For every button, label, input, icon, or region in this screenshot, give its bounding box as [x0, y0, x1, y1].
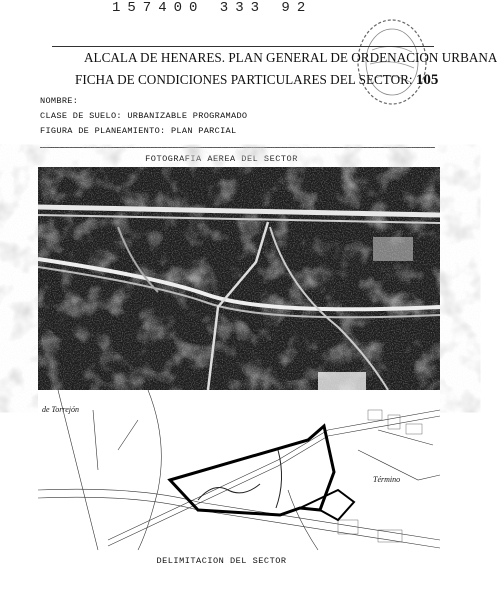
field-figura-planeamiento: FIGURA DE PLANEAMIENTO: PLAN PARCIAL — [40, 126, 237, 136]
document-title-line2 — [75, 72, 438, 89]
map-label-termino: Término — [373, 475, 401, 484]
sector-delimitation-map — [38, 390, 440, 550]
field-nombre: NOMBRE: — [40, 96, 79, 106]
document-title-line1: ALCALA DE HENARES. PLAN GENERAL DE ORDENACION URBANA — [84, 50, 497, 65]
sector-number: 105 — [415, 72, 439, 88]
map-caption: DELIMITACION DEL SECTOR — [156, 556, 287, 566]
field-clase-suelo: CLASE DE SUELO: URBANIZABLE PROGRAMADO — [40, 111, 248, 121]
aerial-photograph — [38, 167, 440, 390]
document-number: 157400 333 92 — [112, 0, 313, 16]
title-prefix: FICHA DE CONDICIONES PARTICULARES DEL SECTOR: — [75, 72, 413, 87]
sector-boundary — [170, 426, 334, 515]
top-rule — [52, 46, 434, 47]
aerial-photo-caption: FOTOGRAFIA AEREA DEL SECTOR — [145, 154, 298, 164]
section-rule — [40, 147, 435, 148]
map-label-torrejon: de Torrejón — [42, 405, 79, 414]
